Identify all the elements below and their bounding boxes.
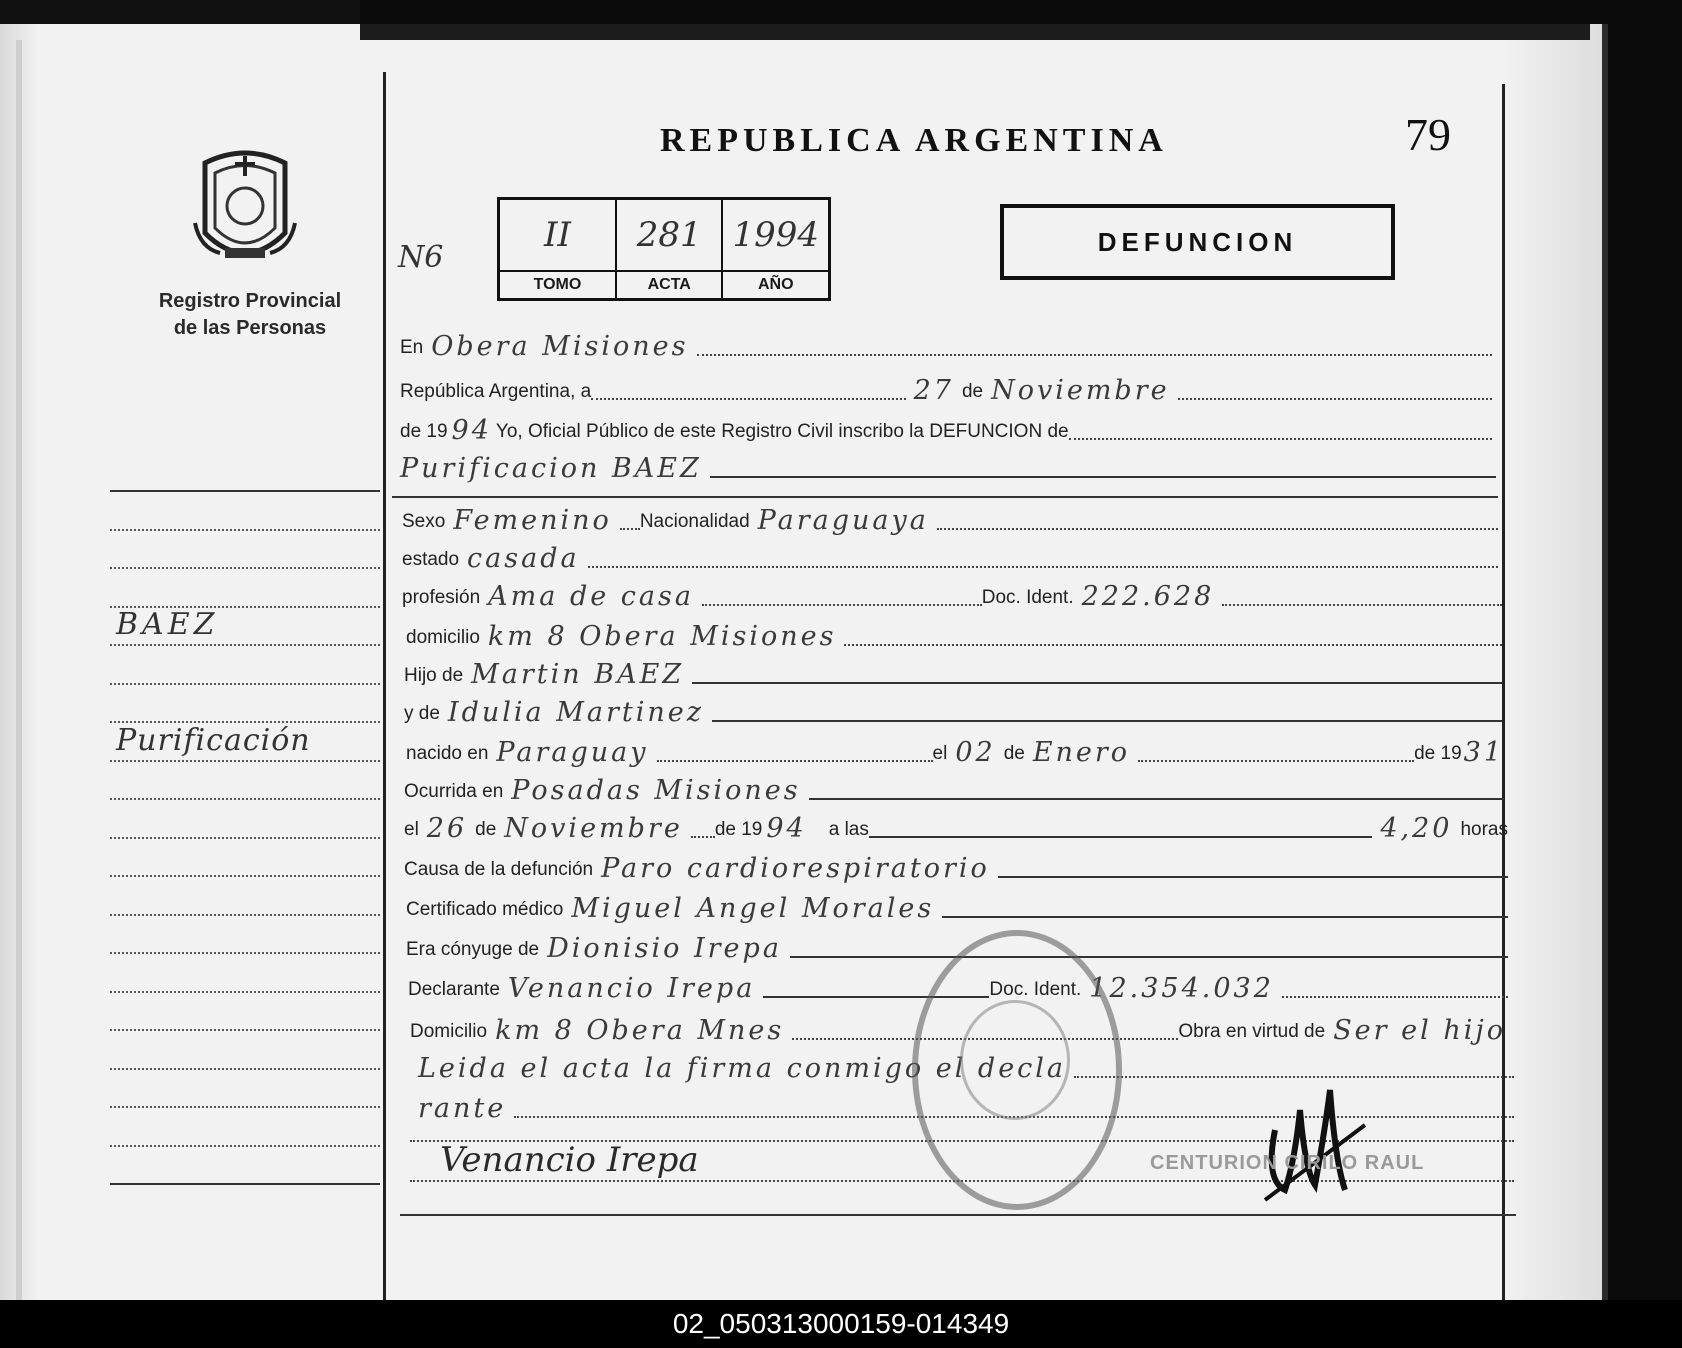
section-rule [392, 496, 1498, 498]
fill [1138, 760, 1414, 762]
fill [620, 528, 640, 530]
stub-divider [383, 72, 386, 1302]
alas-label: a las [828, 819, 869, 840]
stub-rule [110, 685, 380, 724]
fill [657, 760, 933, 762]
row-nacido [406, 736, 1506, 768]
nacionalidad-value: Paraguaya [757, 505, 929, 536]
nac-dia-value: 02 [955, 737, 996, 768]
row-yo [400, 414, 1492, 446]
page-number: 79 [1405, 109, 1451, 160]
acta-cell [617, 200, 724, 298]
stub-rule [110, 646, 380, 685]
stub-rule [110, 1108, 380, 1147]
acta-value: 281 [636, 215, 702, 255]
stub-rule [110, 993, 380, 1032]
fill [588, 566, 1498, 568]
causa-label: Causa de la defunción [404, 859, 594, 880]
de19-label: de 19 [400, 421, 448, 442]
page-top-edge [360, 24, 1590, 40]
ano-value: 1994 [732, 215, 819, 255]
leida-line-2: rante [418, 1093, 507, 1124]
nac-mes-value: Enero [1032, 737, 1131, 768]
nombre-value: Purificacion BAEZ [400, 453, 702, 484]
ocurrida-label: Ocurrida en [404, 781, 504, 802]
en-label: En [400, 337, 424, 358]
yo-text: Yo, Oficial Público de este Registro Civil inscribo la DEFUNCION de [495, 421, 1069, 442]
doc-label: Doc. Ident. [981, 587, 1074, 608]
domicilio-label: domicilio [406, 627, 480, 648]
profesion-label: profesión [402, 587, 481, 608]
obra-label: Obra en virtud de [1178, 1021, 1326, 1042]
yde-label: y de [404, 703, 440, 724]
nacido-label: nacido en [406, 743, 489, 764]
fill [998, 876, 1508, 878]
fill [937, 528, 1498, 530]
officer-signature-icon [1255, 1070, 1375, 1210]
hora-value: 4,20 [1380, 813, 1453, 844]
file-id: 02_050313000159-014349 [672, 1308, 1010, 1339]
estado-label: estado [402, 549, 460, 570]
certificado-value: Miguel Angel Morales [571, 893, 935, 924]
stub-rule [110, 531, 380, 570]
row-madre [404, 696, 1502, 728]
row-fecha-defuncion [404, 812, 1508, 844]
row-domicilio [406, 620, 1502, 652]
def-mes-value: Noviembre [504, 813, 683, 844]
fill [712, 720, 1502, 722]
declarante-value: Venancio Irepa [507, 973, 756, 1004]
padre-value: Martin BAEZ [471, 659, 685, 690]
fill [691, 836, 715, 838]
estado-value: casada [467, 543, 580, 574]
misiones-seal-icon [190, 148, 300, 268]
de-label: de [961, 381, 984, 402]
conyuge-value: Dionisio Irepa [547, 933, 782, 964]
decl-doc-label: Doc. Ident. [989, 979, 1082, 1000]
tomo-cell [500, 200, 617, 298]
stub-rule [110, 800, 380, 839]
row-ocurrida [404, 774, 1504, 806]
registry-line-2: de las Personas [173, 317, 327, 339]
decl-doc-value: 12.354.032 [1089, 973, 1274, 1004]
fill [942, 916, 1508, 918]
officer-stamp-text: CENTURION CIRILO RAUL [1150, 1152, 1425, 1174]
stub-rule [110, 569, 380, 608]
fill [1178, 398, 1492, 400]
horas-label: horas [1460, 819, 1508, 840]
fill [809, 798, 1504, 800]
obra-value: Ser el hijo [1333, 1015, 1506, 1046]
nac-de-label: de [1003, 743, 1025, 764]
fill [844, 644, 1502, 646]
row-profesion [402, 580, 1502, 612]
el-label: el [932, 743, 948, 764]
row-hijo [404, 658, 1502, 690]
nac-anio-value: 31 [1463, 737, 1505, 768]
republica-label: República Argentina, a [400, 381, 592, 402]
stub-rule [110, 492, 380, 531]
def-dia-value: 26 [426, 813, 468, 844]
def-anio-value: 94 [766, 813, 807, 844]
document-type-box: DEFUNCION [1000, 204, 1395, 280]
def-el-label: el [404, 819, 419, 840]
row-causa [404, 852, 1508, 884]
fill [790, 956, 1508, 958]
domicilio-value: km 8 Obera Misiones [487, 621, 837, 652]
stub-given-name: Purificación [116, 722, 311, 758]
leida-line: Leida el acta la firma conmigo el decla [418, 1053, 1067, 1084]
stub-line-surname [110, 608, 380, 647]
causa-value: Paro cardiorespiratorio [601, 853, 990, 884]
ano-cell [723, 200, 828, 298]
fill [710, 476, 1496, 478]
nacido-value: Paraguay [496, 737, 649, 768]
stub-rule [110, 877, 380, 916]
stub-line-given-name [110, 723, 380, 762]
row-nombre [392, 452, 1496, 484]
fill [869, 836, 1372, 838]
decl-dom-label: Domicilio [410, 1021, 488, 1042]
tomo-value: II [544, 215, 571, 255]
en-value: Obera Misiones [431, 331, 689, 362]
stub-rule [110, 916, 380, 955]
fill [697, 354, 1493, 356]
def-19-label: de 19 [714, 819, 763, 840]
declarante-signature: Venancio Irepa [440, 1140, 699, 1180]
mes-value: Noviembre [991, 375, 1170, 406]
stub-bottom-rule [110, 1147, 380, 1186]
acta-label: ACTA [617, 270, 722, 298]
stub-rule [110, 1070, 380, 1109]
profesion-value: Ama de casa [488, 581, 694, 612]
binding-edge [16, 40, 22, 1300]
hijo-label: Hijo de [404, 665, 464, 686]
fill [1069, 438, 1492, 440]
stub-surname: BAEZ [116, 607, 219, 642]
country-title: REPUBLICA ARGENTINA [660, 122, 1168, 159]
conyuge-label: Era cónyuge de [406, 939, 540, 960]
file-id-bar [0, 1300, 1682, 1348]
nac-anio-label: de 19 [1414, 743, 1462, 764]
fill [1222, 604, 1502, 606]
fill [1282, 996, 1508, 998]
stub-rule [110, 839, 380, 878]
stub-rule [110, 1031, 380, 1070]
ano-label: AÑO [723, 270, 828, 298]
record-tag-box [497, 197, 831, 301]
madre-value: Idulia Martinez [447, 697, 704, 728]
stub-rule [110, 954, 380, 993]
fill [692, 682, 1502, 684]
tomo-label: TOMO [500, 270, 615, 298]
row-en [400, 330, 1492, 362]
decl-dom-value: km 8 Obera Mnes [495, 1015, 785, 1046]
sexo-label: Sexo [402, 511, 446, 532]
sexo-value: Femenino [453, 505, 612, 536]
row-certificado [406, 892, 1508, 924]
official-stamp-inner [960, 1000, 1070, 1120]
fill [591, 398, 905, 400]
anio-value: 94 [451, 415, 492, 446]
stub-rule [110, 762, 380, 801]
row-sexo [402, 504, 1498, 536]
left-note: N6 [398, 240, 444, 275]
dia-value: 27 [913, 375, 954, 406]
ocurrida-value: Posadas Misiones [511, 775, 801, 806]
def-de-label: de [475, 819, 497, 840]
certificado-label: Certificado médico [406, 899, 564, 920]
registry-name [120, 288, 380, 342]
declarante-label: Declarante [408, 979, 500, 1000]
doc-value: 222.628 [1081, 581, 1215, 612]
bottom-rule [400, 1214, 1516, 1216]
fill [702, 604, 982, 606]
row-estado [402, 542, 1498, 574]
nacionalidad-label: Nacionalidad [639, 511, 750, 532]
row-republica [400, 374, 1492, 406]
stub-lines [110, 488, 380, 1185]
registry-line-1: Registro Provincial [158, 290, 342, 312]
